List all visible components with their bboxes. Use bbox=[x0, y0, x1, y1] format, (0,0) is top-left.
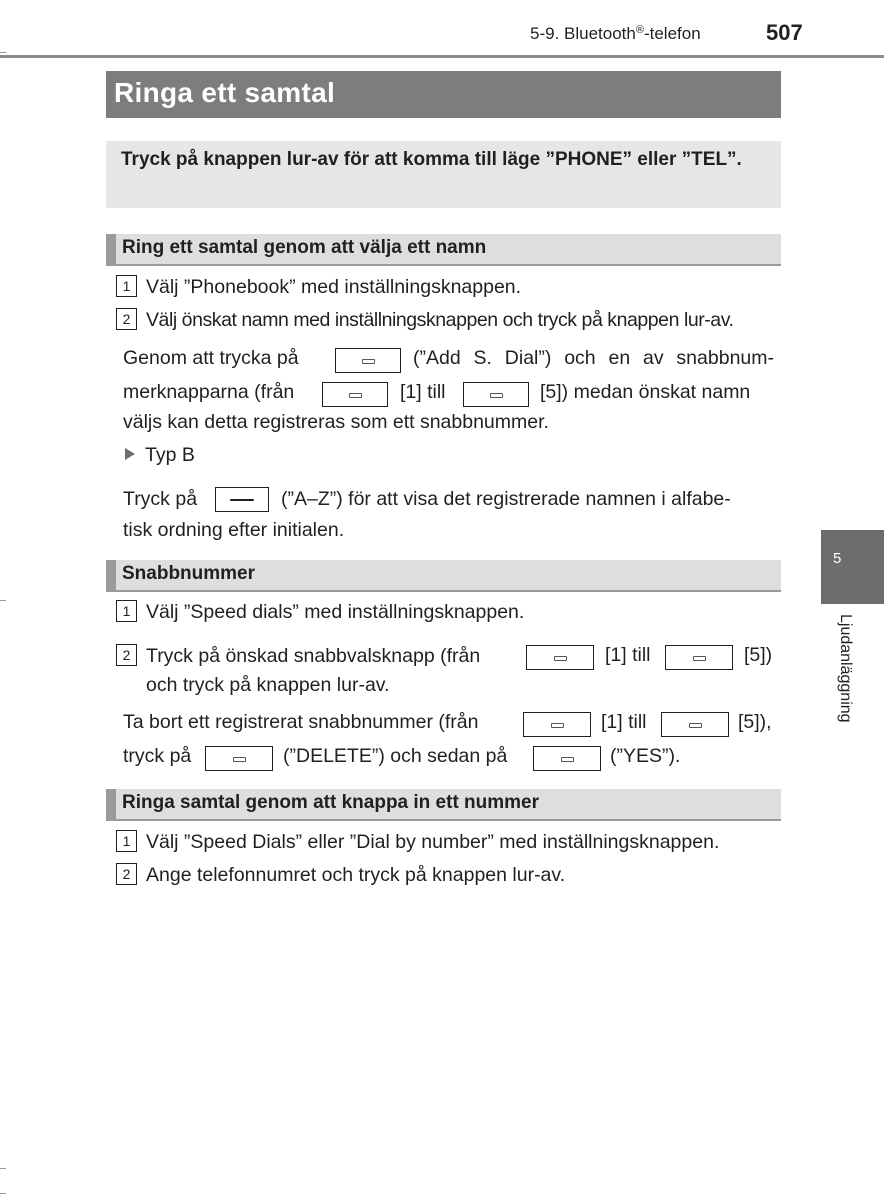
screen-button bbox=[335, 348, 401, 373]
screen-button bbox=[533, 746, 601, 771]
button-icon bbox=[561, 757, 574, 762]
step-number: 1 bbox=[116, 830, 137, 852]
section-heading: Ring ett samtal genom att välja ett namn bbox=[122, 237, 487, 258]
note-text: [5]) medan önskat namn bbox=[540, 381, 751, 403]
registered-mark: ® bbox=[635, 24, 644, 36]
crop-mark bbox=[0, 600, 6, 601]
note-text: [1] till bbox=[400, 381, 446, 403]
step-text: Tryck på önskad snabbvalsknapp (från bbox=[146, 645, 481, 667]
intro-box: Tryck på knappen lur-av för att komma till läge ”PHONE” eller ”TEL”. bbox=[106, 141, 781, 208]
page-title-bar bbox=[106, 71, 781, 118]
step-number: 2 bbox=[116, 644, 137, 666]
header-divider bbox=[0, 55, 884, 58]
button-icon bbox=[233, 757, 246, 762]
note-text: Genom att trycka på bbox=[123, 347, 299, 369]
step-text: Ange telefonnumret och tryck på knappen lur-av. bbox=[146, 864, 566, 886]
screen-button bbox=[526, 645, 594, 670]
type-b-text: Typ B bbox=[145, 444, 195, 466]
chapter-header bbox=[530, 24, 701, 44]
crop-mark bbox=[0, 52, 6, 53]
note-text: (”A–Z”) för att visa det registrerade namnen i alfabe- bbox=[281, 488, 731, 510]
button-icon bbox=[551, 723, 564, 728]
button-icon bbox=[689, 723, 702, 728]
chapter-tab bbox=[821, 530, 884, 604]
type-b-label bbox=[125, 444, 195, 467]
section-heading-bar bbox=[106, 560, 781, 592]
step-item bbox=[116, 275, 521, 299]
crop-mark bbox=[0, 1193, 6, 1194]
step-text: Välj önskat namn med inställningsknappen och tryck på knappen lur-av. bbox=[146, 309, 734, 331]
button-icon bbox=[490, 393, 503, 398]
page-number: 507 bbox=[766, 20, 803, 45]
step-number: 1 bbox=[116, 275, 137, 297]
page-title: Ringa ett samtal bbox=[114, 77, 336, 108]
screen-button bbox=[322, 382, 388, 407]
step-item bbox=[116, 600, 524, 624]
step-number: 2 bbox=[116, 308, 137, 330]
step-item bbox=[116, 830, 719, 854]
button-icon bbox=[362, 359, 375, 364]
note-text: Ta bort ett registrerat snabbnummer (från bbox=[123, 711, 479, 733]
step-item bbox=[116, 863, 565, 887]
note-text: merknapparna (från bbox=[123, 381, 295, 403]
step-text: [1] till bbox=[605, 644, 651, 666]
screen-button bbox=[205, 746, 273, 771]
chapter-tab-label: Ljudanläggning bbox=[837, 614, 854, 723]
chapter-tab-number: 5 bbox=[833, 550, 842, 567]
screen-button bbox=[523, 712, 591, 737]
section-heading: Snabbnummer bbox=[122, 563, 256, 584]
button-icon bbox=[693, 656, 706, 661]
step-item bbox=[116, 308, 734, 332]
screen-button bbox=[463, 382, 529, 407]
note-text: [5]), bbox=[738, 711, 772, 733]
triangle-bullet-icon bbox=[125, 448, 135, 460]
note-text: tisk ordning efter initialen. bbox=[123, 519, 345, 541]
note-text: [1] till bbox=[601, 711, 647, 733]
button-icon bbox=[554, 656, 567, 661]
crop-mark bbox=[0, 1168, 6, 1169]
step-text: Välj ”Speed dials” med inställningsknappen. bbox=[146, 601, 525, 623]
step-number: 1 bbox=[116, 600, 137, 622]
note-text: (”YES”). bbox=[610, 745, 681, 767]
note-text: tryck på bbox=[123, 745, 192, 767]
screen-button bbox=[665, 645, 733, 670]
chapter-header-prefix: 5-9. Bluetooth bbox=[530, 24, 636, 43]
step-item bbox=[116, 644, 480, 668]
note-text: (”Add S. Dial”) och en av snabbnum- bbox=[413, 347, 774, 369]
note-text: Tryck på bbox=[123, 488, 198, 510]
note-text: (”DELETE”) och sedan på bbox=[283, 745, 508, 767]
chapter-header-suffix: -telefon bbox=[643, 24, 701, 43]
button-icon bbox=[349, 393, 362, 398]
section-heading-bar bbox=[106, 789, 781, 821]
step-text: Välj ”Speed Dials” eller ”Dial by number” med inställningsknappen. bbox=[146, 831, 720, 853]
step-text: [5]) bbox=[744, 644, 773, 666]
step-text: Välj ”Phonebook” med inställningsknappen. bbox=[146, 276, 522, 298]
section-heading: Ringa samtal genom att knappa in ett nummer bbox=[122, 792, 540, 813]
screen-button bbox=[215, 487, 269, 512]
note-text: väljs kan detta registreras som ett snabbnummer. bbox=[123, 411, 549, 433]
dash-icon bbox=[230, 499, 254, 501]
section-heading-bar bbox=[106, 234, 781, 266]
step-text: och tryck på knappen lur-av. bbox=[146, 674, 390, 696]
step-number: 2 bbox=[116, 863, 137, 885]
screen-button bbox=[661, 712, 729, 737]
